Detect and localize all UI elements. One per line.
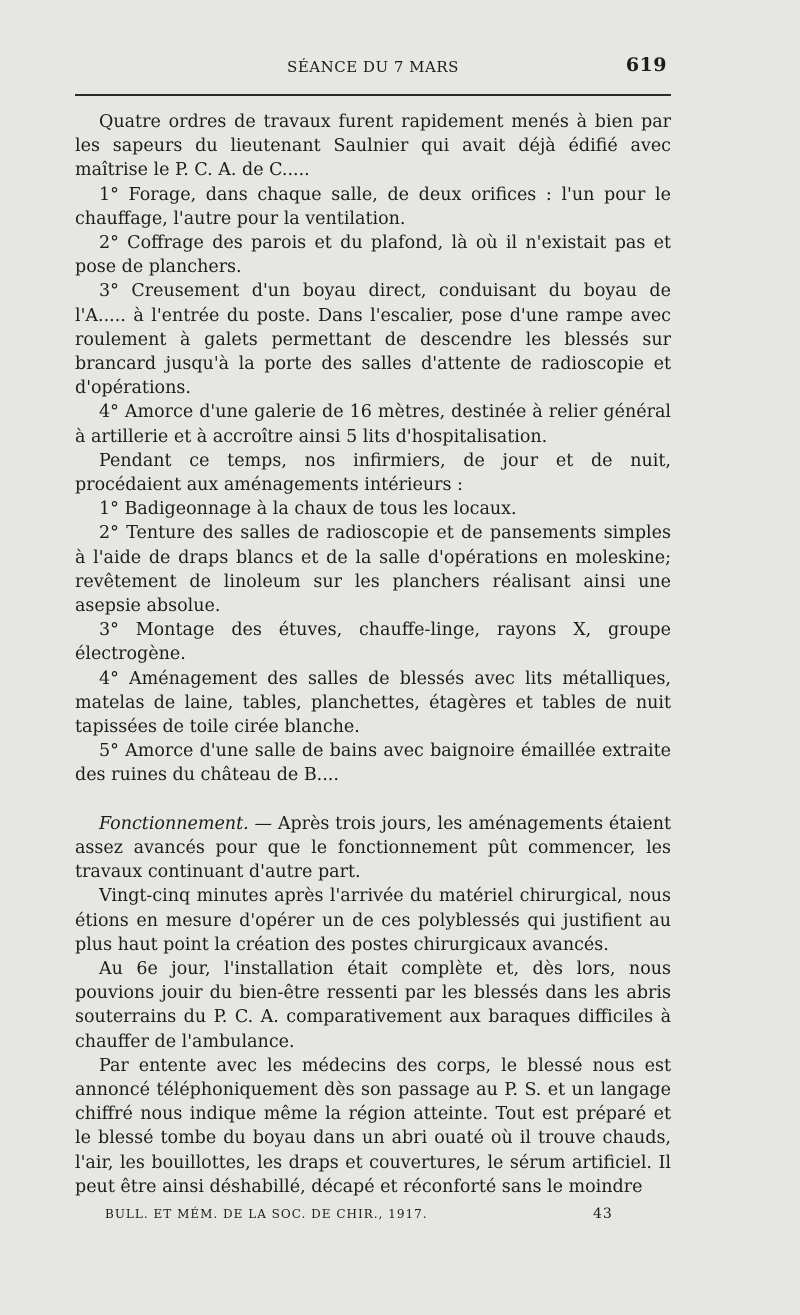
paragraph: 2° Coffrage des parois et du plafond, là où il n'existait pas et pose de planchers.	[75, 233, 671, 278]
paragraph: 5° Amorce d'une salle de bains avec baignoire émaillée extraite des ruines du château de B....	[75, 741, 671, 786]
paragraph: 1° Forage, dans chaque salle, de deux orifices : l'un pour le chauffage, l'autre pour la ventilation.	[75, 184, 671, 229]
running-head	[75, 54, 671, 82]
paragraph: Vingt-cinq minutes après l'arrivée du matériel chirurgical, nous étions en mesure d'opérer un de ces polyblessés qui justifient au plus haut point la création des postes chirurgicaux avancés.	[75, 886, 671, 955]
paragraph: 2° Tenture des salles de radioscopie et de pansements simples à l'aide de draps blancs et de la salle d'opérations en moleskine; revêtement de linoleum sur les planchers réalisant ainsi une asepsie absolue.	[75, 523, 671, 617]
section-lead-rest: — Après trois jours, les aménagements étaient assez avancés pour que le fonctionnement pût commencer, les travaux continuant d'autre part.	[75, 813, 671, 883]
paragraph: Quatre ordres de travaux furent rapidement menés à bien par les sapeurs du lieutenant Saulnier qui avait déjà édifié avec maîtrise le P. C. A. de C.....	[75, 112, 671, 181]
body-text	[75, 110, 671, 1199]
signature-mark: 43	[593, 1206, 613, 1222]
paragraph: 3° Montage des étuves, chauffe-linge, rayons X, groupe électrogène.	[75, 620, 671, 665]
paragraph: 1° Badigeonnage à la chaux de tous les locaux.	[99, 499, 517, 520]
section-paragraph	[75, 812, 671, 885]
page-footer	[75, 1205, 671, 1225]
paragraph: Pendant ce temps, nos infirmiers, de jour et de nuit, procédaient aux aménagements intérieurs :	[75, 450, 671, 496]
journal-citation: BULL. ET MÉM. DE LA SOC. DE CHIR., 1917.	[105, 1207, 428, 1221]
running-head-title: SÉANCE DU 7 MARS	[287, 58, 459, 76]
paragraph: 3° Creusement d'un boyau direct, conduisant du boyau de l'A..... à l'entrée du poste. Dans l'escalier, pose d'une rampe avec roulement à galets permettant de descendre les blessés sur brancard jusqu'à la porte des salles d'attente de radioscopie et d'opérations.	[75, 281, 671, 399]
paragraph: Par entente avec les médecins des corps, le blessé nous est annoncé téléphoniquement dès son passage au P. S. et un langage chiffré nous indique même la région atteinte. Tout est préparé et le blessé tombe du boyau dans un abri ouaté où il trouve chauds, l'air, les bouillottes, les draps et couvertures, le sérum artificiel. Il peut être ainsi déshabillé, décapé et réconforté sans le moindre	[75, 1055, 671, 1197]
header-rule	[75, 94, 671, 96]
section-gap	[75, 788, 671, 812]
section-lead: Fonctionnement.	[99, 813, 249, 834]
paragraph: 4° Amorce d'une galerie de 16 mètres, destinée à relier général à artillerie et à accroître ainsi 5 lits d'hospitalisation.	[75, 402, 671, 447]
paragraph: Au 6e jour, l'installation était complète et, dès lors, nous pouvions jouir du bien-être ressenti par les blessés dans les abris souterrains du P. C. A. comparativement aux baraques difficiles à chauffer de l'ambulance.	[75, 958, 671, 1052]
page-number: 619	[625, 54, 667, 76]
paragraph: 4° Aménagement des salles de blessés avec lits métalliques, matelas de laine, tables, planchettes, étagères et tables de nuit tapissées de toile cirée blanche.	[75, 668, 671, 738]
